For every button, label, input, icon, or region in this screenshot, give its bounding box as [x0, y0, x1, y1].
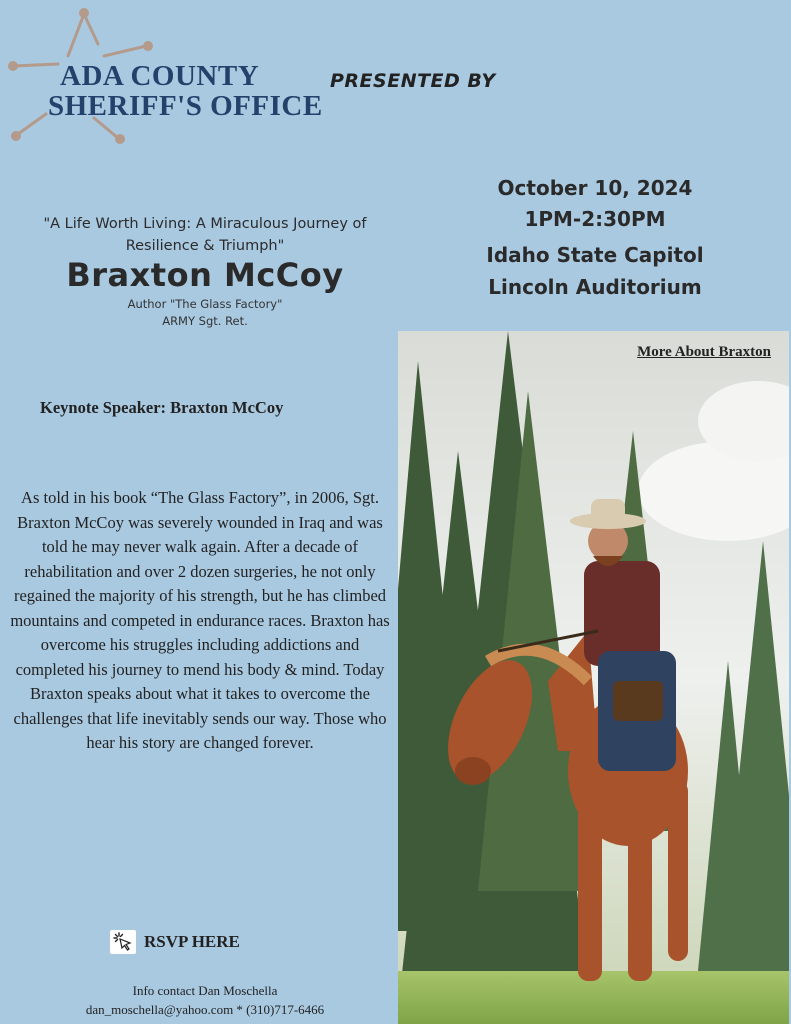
rsvp-label: RSVP HERE [144, 932, 240, 951]
logo-line-sheriffs-office: SHERIFF'S OFFICE [48, 90, 323, 122]
contact-details-line[interactable]: dan_moschella@yahoo.com * (310)717-6466 [85, 1002, 325, 1017]
speaker-photo [398, 331, 789, 1024]
cowboy-on-horse-photo [398, 331, 789, 1024]
click-cursor-icon [110, 930, 136, 954]
speaker-rank: ARMY Sgt. Ret. [162, 314, 248, 328]
keynote-speaker-heading: Keynote Speaker: Braxton McCoy [40, 398, 284, 417]
rsvp-button[interactable] [110, 929, 240, 955]
talk-title: "A Life Worth Living: A Miraculous Journey of Resilience & Triumph" [43, 216, 367, 254]
speaker-author-credit: Author "The Glass Factory" [127, 297, 283, 311]
presented-by-heading: PRESENTED BY [330, 70, 496, 92]
event-time: 1PM-2:30PM [524, 207, 666, 231]
event-date: October 10, 2024 [497, 176, 693, 200]
sheriff-office-logo [6, 6, 323, 148]
venue-name: Idaho State Capitol [486, 243, 704, 267]
logo-line-ada-county: ADA COUNTY [60, 60, 260, 92]
speaker-story-paragraph: As told in his book “The Glass Factory”, in 2006, Sgt. Braxton McCoy was severely wounded in Iraq and was told he may never walk again. After a decade of rehabilitation and over 2 dozen surgeries, he not only regained the majority of his strength, but he has climbed mountains and competed in endurance races. Braxton has overcome his struggles including addictions and completed his journey to mend his body & mind. Today Braxton speaks about what it takes to overcome the challenges that life inevitably sends our way. Those who hear his story are changed forever. [10, 488, 390, 752]
more-about-braxton-link[interactable]: More About Braxton [637, 344, 771, 360]
contact-name-line: Info contact Dan Moschella [132, 983, 278, 998]
speaker-name: Braxton McCoy [66, 256, 344, 294]
venue-room: Lincoln Auditorium [488, 275, 702, 299]
